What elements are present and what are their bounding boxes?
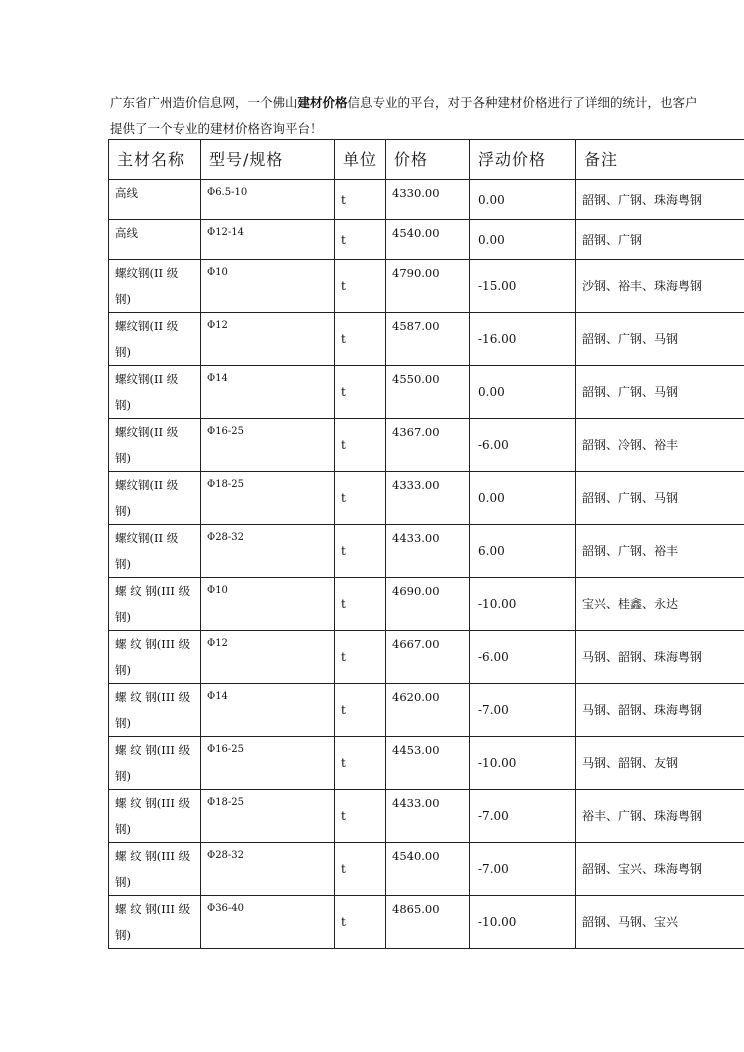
cell-remark: 韶钢、宝兴、珠海粤钢 (576, 843, 744, 896)
header-price: 价格 (386, 140, 470, 180)
table-row (109, 313, 744, 366)
price-table (108, 139, 744, 949)
cell-spec: Φ10 (201, 260, 335, 313)
cell-material-name: 高线 (109, 220, 201, 260)
intro-text-bold: 建材价格 (297, 95, 348, 110)
table-row (109, 578, 744, 631)
cell-spec: Φ12 (201, 313, 335, 366)
cell-unit: t (335, 419, 386, 472)
table-row (109, 366, 744, 419)
cell-price-change: 6.00 (470, 525, 576, 578)
cell-remark: 韶钢、广钢、马钢 (576, 313, 744, 366)
cell-remark: 马钢、韶钢、友钢 (576, 737, 744, 790)
cell-price: 4433.00 (386, 525, 470, 578)
cell-spec: Φ18-25 (201, 472, 335, 525)
cell-remark: 韶钢、广钢、马钢 (576, 366, 744, 419)
cell-unit: t (335, 313, 386, 366)
cell-material-name: 螺 纹 钢(III 级钢) (109, 737, 201, 790)
cell-price: 4540.00 (386, 843, 470, 896)
cell-price-change: -10.00 (470, 737, 576, 790)
cell-price: 4620.00 (386, 684, 470, 737)
cell-unit: t (335, 631, 386, 684)
cell-remark: 韶钢、冷钢、裕丰 (576, 419, 744, 472)
cell-material-name: 螺 纹 钢(III 级钢) (109, 684, 201, 737)
cell-unit: t (335, 180, 386, 220)
cell-price: 4790.00 (386, 260, 470, 313)
cell-price: 4330.00 (386, 180, 470, 220)
cell-spec: Φ28-32 (201, 525, 335, 578)
cell-price: 4333.00 (386, 472, 470, 525)
cell-unit: t (335, 578, 386, 631)
cell-price: 4453.00 (386, 737, 470, 790)
cell-remark: 韶钢、广钢、马钢 (576, 472, 744, 525)
cell-material-name: 螺 纹 钢(III 级钢) (109, 843, 201, 896)
intro-text-b: 信息专业的平台，对于各种建材价格进行了详细的统计，也客户 (347, 95, 698, 110)
cell-spec: Φ12 (201, 631, 335, 684)
table-row (109, 472, 744, 525)
cell-material-name: 螺 纹 钢(III 级钢) (109, 578, 201, 631)
intro-line-2: 提供了一个专业的建材价格咨询平台！ (110, 121, 323, 136)
cell-price: 4550.00 (386, 366, 470, 419)
table-row (109, 260, 744, 313)
table-row (109, 180, 744, 220)
cell-price-change: 0.00 (470, 220, 576, 260)
cell-remark: 马钢、韶钢、珠海粤钢 (576, 684, 744, 737)
cell-spec: Φ14 (201, 366, 335, 419)
cell-remark: 宝兴、桂鑫、永达 (576, 578, 744, 631)
cell-material-name: 螺 纹 钢(III 级钢) (109, 631, 201, 684)
intro-text-a: 广东省广州造价信息网，一个佛山 (110, 95, 298, 110)
cell-material-name: 螺纹钢(II 级钢) (109, 472, 201, 525)
cell-price: 4367.00 (386, 419, 470, 472)
table-row (109, 220, 744, 260)
intro-paragraph (110, 90, 740, 142)
cell-unit: t (335, 472, 386, 525)
header-price-change: 浮动价格 (470, 140, 576, 180)
cell-remark: 马钢、韶钢、珠海粤钢 (576, 631, 744, 684)
cell-spec: Φ10 (201, 578, 335, 631)
cell-material-name: 螺 纹 钢(III 级钢) (109, 790, 201, 843)
cell-price-change: -7.00 (470, 684, 576, 737)
cell-price-change: 0.00 (470, 366, 576, 419)
table-row (109, 843, 744, 896)
cell-spec: Φ28-32 (201, 843, 335, 896)
table-row (109, 525, 744, 578)
cell-material-name: 螺纹钢(II 级钢) (109, 419, 201, 472)
table-row (109, 684, 744, 737)
cell-remark: 韶钢、广钢 (576, 220, 744, 260)
cell-spec: Φ16-25 (201, 737, 335, 790)
cell-unit: t (335, 790, 386, 843)
cell-remark: 韶钢、广钢、裕丰 (576, 525, 744, 578)
cell-material-name: 高线 (109, 180, 201, 220)
cell-material-name: 螺纹钢(II 级钢) (109, 260, 201, 313)
table-row (109, 790, 744, 843)
cell-unit: t (335, 366, 386, 419)
header-material-name: 主材名称 (109, 140, 201, 180)
cell-unit: t (335, 525, 386, 578)
cell-unit: t (335, 220, 386, 260)
cell-unit: t (335, 684, 386, 737)
cell-price-change: -10.00 (470, 578, 576, 631)
table-row (109, 631, 744, 684)
cell-material-name: 螺纹钢(II 级钢) (109, 525, 201, 578)
cell-remark: 裕丰、广钢、珠海粤钢 (576, 790, 744, 843)
table-row (109, 419, 744, 472)
table-row (109, 896, 744, 949)
cell-material-name: 螺 纹 钢(III 级钢) (109, 896, 201, 949)
cell-price: 4667.00 (386, 631, 470, 684)
cell-material-name: 螺纹钢(II 级钢) (109, 366, 201, 419)
cell-price-change: -6.00 (470, 419, 576, 472)
cell-price-change: -16.00 (470, 313, 576, 366)
cell-price: 4587.00 (386, 313, 470, 366)
cell-price-change: -7.00 (470, 790, 576, 843)
cell-remark: 韶钢、马钢、宝兴 (576, 896, 744, 949)
table-row (109, 737, 744, 790)
cell-price: 4540.00 (386, 220, 470, 260)
cell-price-change: -10.00 (470, 896, 576, 949)
cell-unit: t (335, 843, 386, 896)
cell-spec: Φ18-25 (201, 790, 335, 843)
cell-price-change: -7.00 (470, 843, 576, 896)
cell-spec: Φ14 (201, 684, 335, 737)
cell-price: 4433.00 (386, 790, 470, 843)
cell-spec: Φ36-40 (201, 896, 335, 949)
header-remark: 备注 (576, 140, 744, 180)
header-spec: 型号/规格 (201, 140, 335, 180)
cell-spec: Φ6.5-10 (201, 180, 335, 220)
cell-spec: Φ12-14 (201, 220, 335, 260)
intro-line-1 (110, 90, 740, 116)
cell-unit: t (335, 896, 386, 949)
cell-price-change: 0.00 (470, 472, 576, 525)
cell-remark: 韶钢、广钢、珠海粤钢 (576, 180, 744, 220)
cell-unit: t (335, 260, 386, 313)
cell-unit: t (335, 737, 386, 790)
header-row (109, 140, 744, 180)
cell-spec: Φ16-25 (201, 419, 335, 472)
cell-price: 4865.00 (386, 896, 470, 949)
header-unit: 单位 (335, 140, 386, 180)
table-body (109, 180, 744, 949)
cell-price-change: -6.00 (470, 631, 576, 684)
cell-price: 4690.00 (386, 578, 470, 631)
cell-material-name: 螺纹钢(II 级钢) (109, 313, 201, 366)
cell-price-change: 0.00 (470, 180, 576, 220)
cell-price-change: -15.00 (470, 260, 576, 313)
cell-remark: 沙钢、裕丰、珠海粤钢 (576, 260, 744, 313)
